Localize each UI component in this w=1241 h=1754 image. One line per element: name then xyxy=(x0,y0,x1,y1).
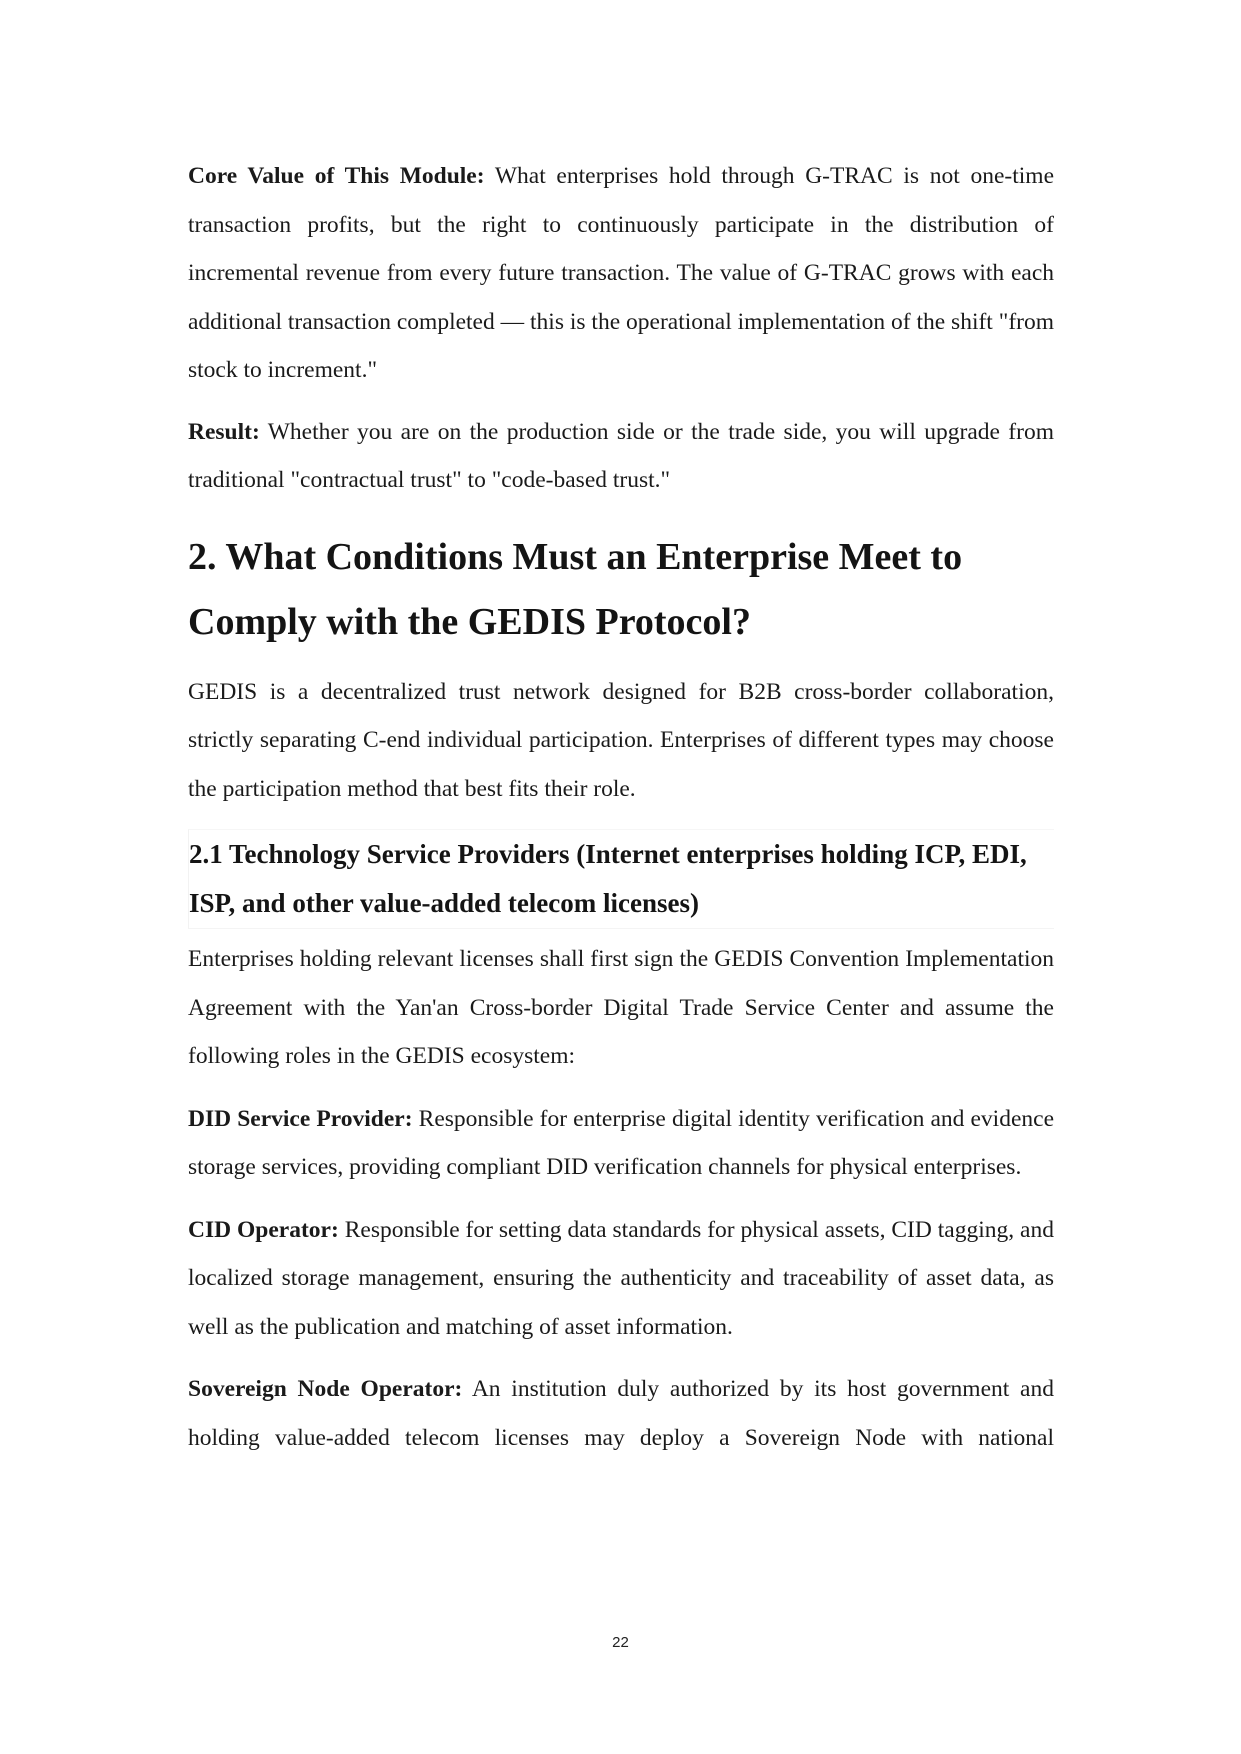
role-text: Responsible for setting data standards for physical assets, CID tagging, and localized storage management, ensuring the authenticity and traceability of asset data, as well as the publication and matching of asset information. xyxy=(188,1216,1054,1340)
section-2-1-intro: Enterprises holding relevant licenses shall first sign the GEDIS Convention Implementation Agreement with the Yan'an Cross-border Digital Trade Service Center and assume the following roles in the GEDIS ecosystem: xyxy=(188,946,1054,1069)
role-label: Sovereign Node Operator: xyxy=(188,1376,463,1402)
section-2-intro: GEDIS is a decentralized trust network designed for B2B cross-border collaboration, strictly separating C-end individual participation. Enterprises of different types may choose the participation method that best fits their role. xyxy=(188,678,1054,802)
role-text: Responsible for enterprise digital identity verification and evidence storage services, providing compliant DID verification channels for physical enterprises. xyxy=(188,1105,1054,1180)
page-number: 22 xyxy=(612,1634,629,1651)
core-value-paragraph xyxy=(188,152,1054,395)
role-sovereign-node-operator xyxy=(188,1365,1054,1462)
section-2-heading: 2. What Conditions Must an Enterprise Meet to Comply with the GEDIS Protocol? xyxy=(188,535,963,643)
result-text: Whether you are on the production side or the trade side, you will upgrade from traditional "contractual trust" to "code-based trust." xyxy=(188,418,1054,493)
result-paragraph xyxy=(188,408,1054,505)
result-label: Result: xyxy=(188,418,260,445)
core-value-text: What enterprises hold through G-TRAC is not one-time transaction profits, but the right to continuously participate in the distribution of incremental revenue from every future transaction. The value of G-TRAC grows with each additional transaction completed — this is the operational implementation of the shift "from stock to increment." xyxy=(188,163,1055,383)
section-2-1-heading-box xyxy=(188,829,1054,929)
role-cid-operator xyxy=(188,1206,1054,1352)
role-text: An institution duly authorized by its host government and holding value-added telecom licenses may deploy a Sovereign Node with national xyxy=(188,1376,1054,1451)
section-2-1-heading: 2.1 Technology Service Providers (Internet enterprises holding ICP, EDI, ISP, and other value-added telecom licenses) xyxy=(189,839,1027,918)
role-label: DID Service Provider: xyxy=(188,1105,413,1132)
role-did-service-provider xyxy=(188,1095,1054,1192)
role-label: CID Operator: xyxy=(188,1216,339,1243)
core-value-label: Core Value of This Module: xyxy=(188,163,485,189)
page-content xyxy=(188,152,1054,1462)
